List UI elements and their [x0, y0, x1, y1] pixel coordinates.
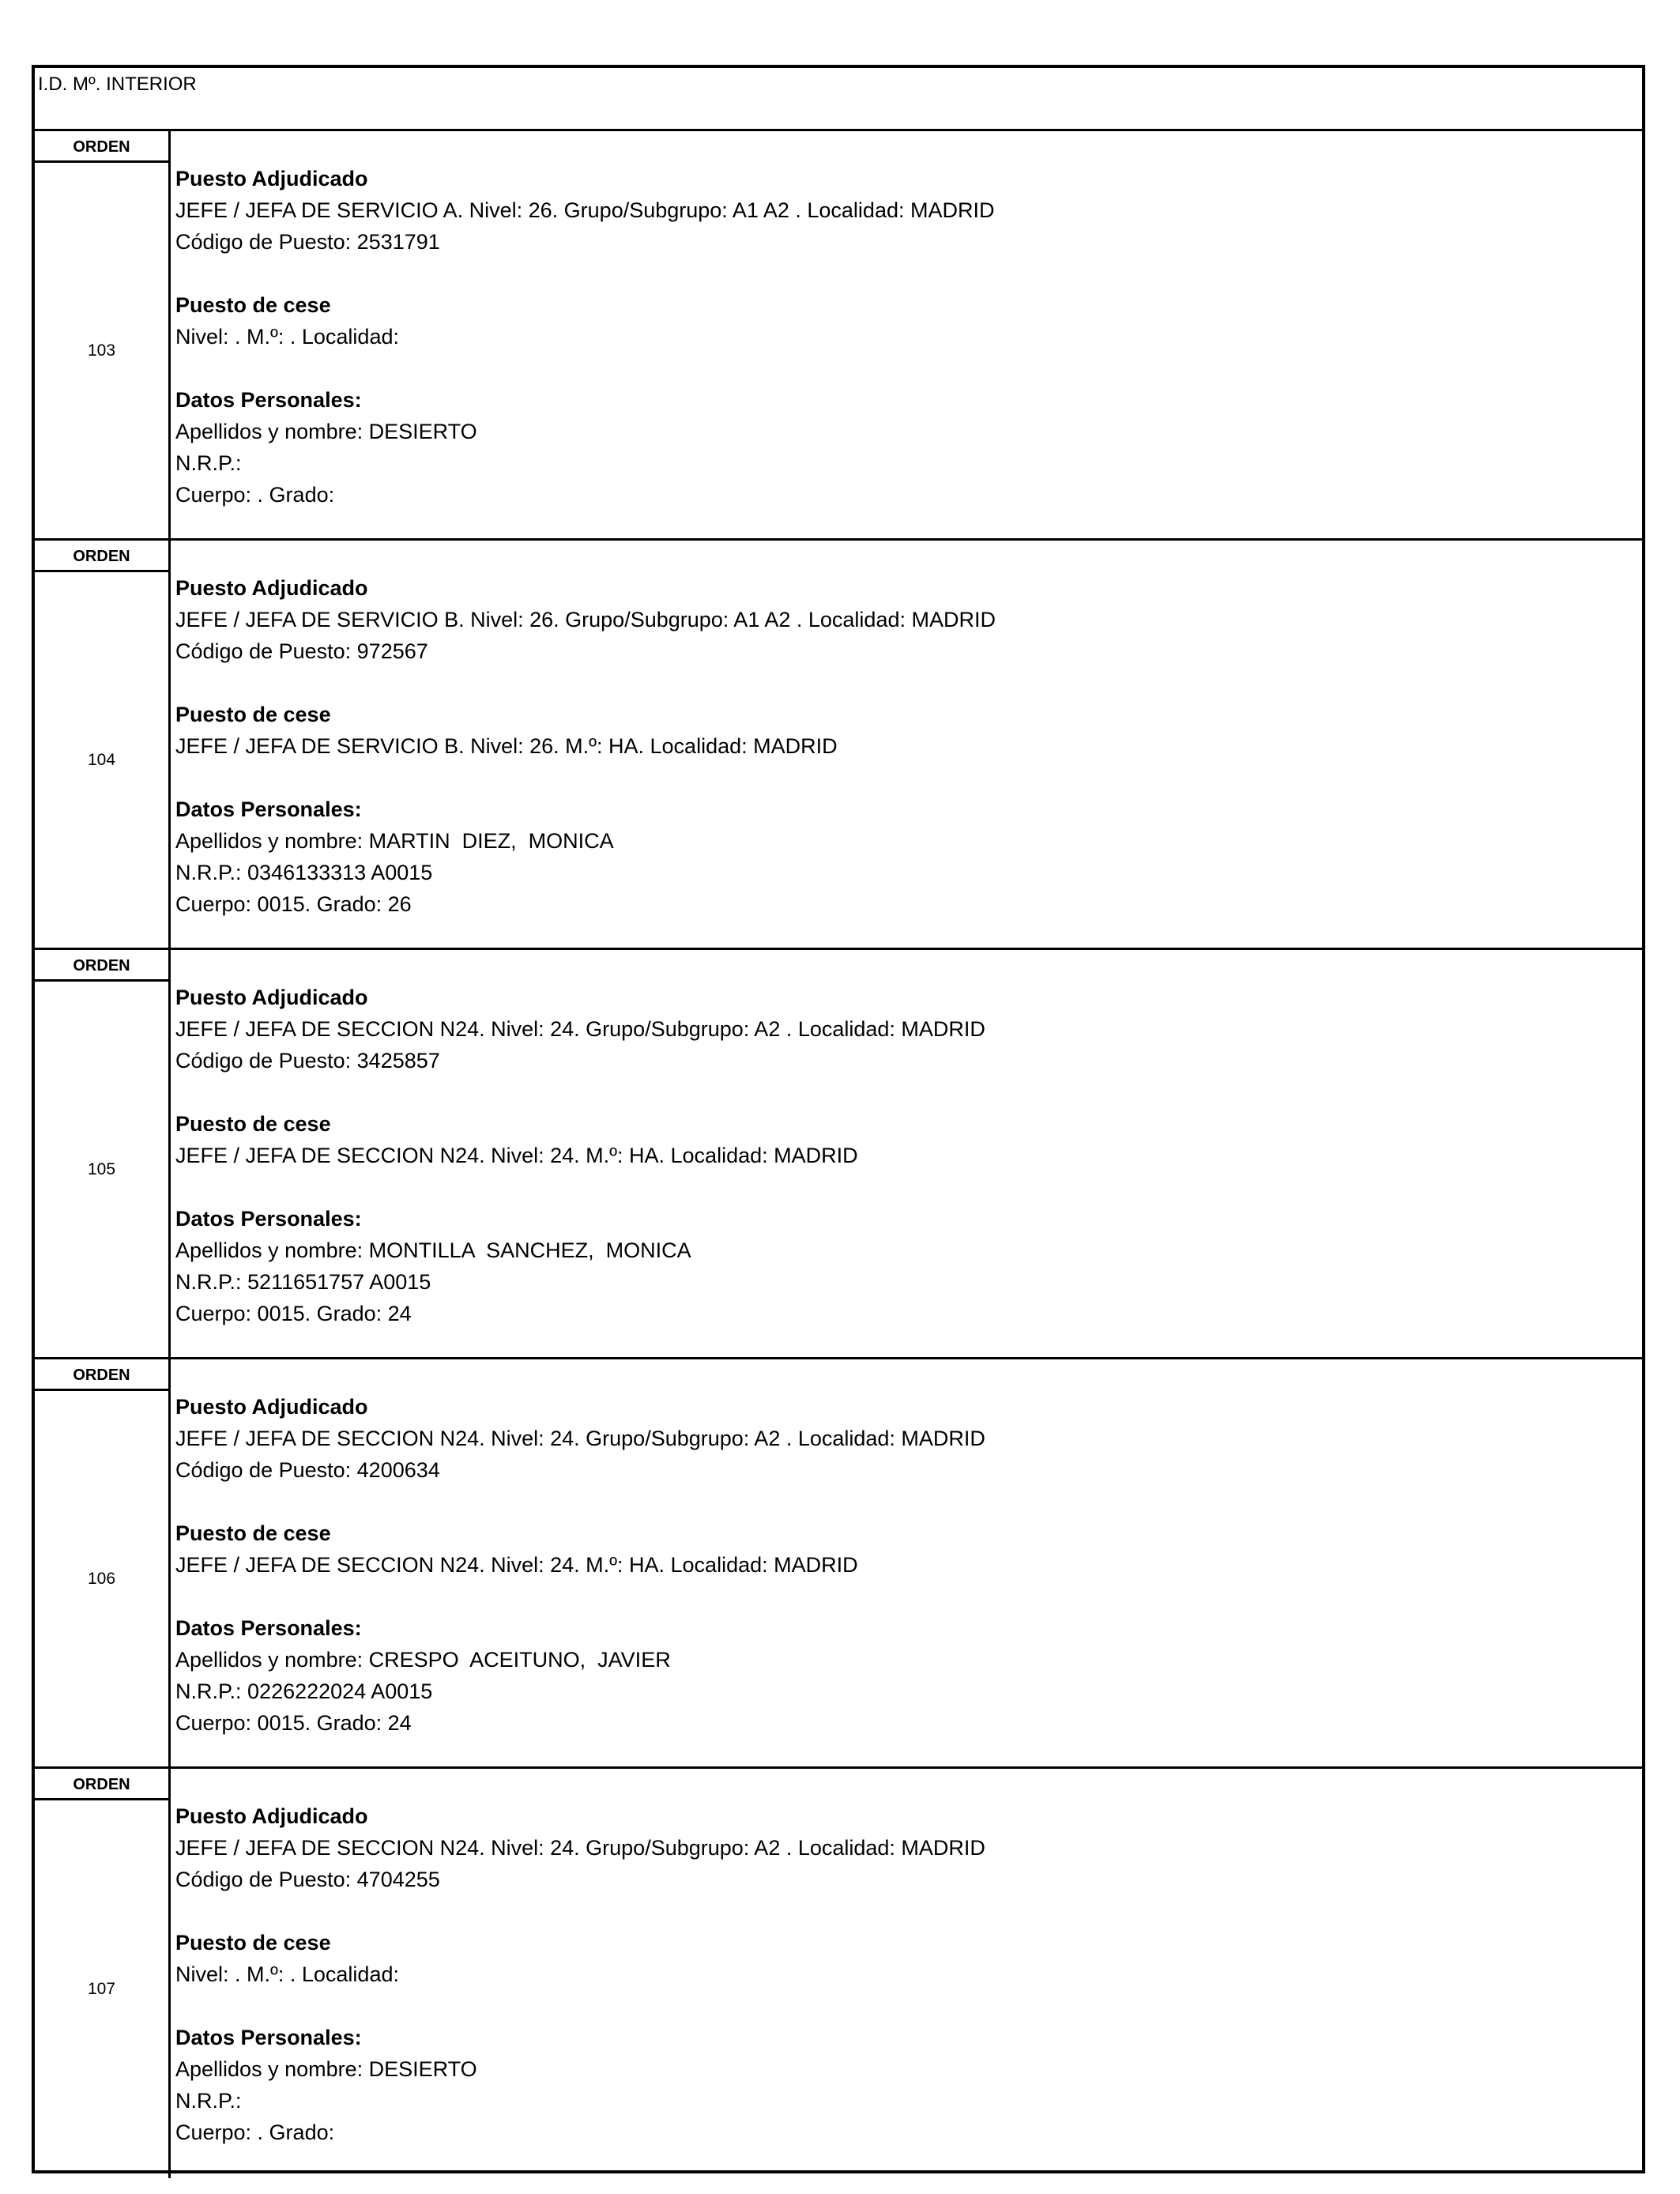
record-content — [175, 982, 1634, 1329]
puesto-cese-heading: Puesto de cese — [175, 703, 331, 726]
puesto-cese-heading: Puesto de cese — [175, 293, 331, 317]
cese-description: JEFE / JEFA DE SECCION N24. Nivel: 24. M.º: HA. Localidad: MADRID — [175, 1553, 858, 1577]
adjudicado-description: JEFE / JEFA DE SERVICIO B. Nivel: 26. Grupo/Subgrupo: A1 A2 . Localidad: MADRID — [175, 608, 996, 631]
codigo-puesto: Código de Puesto: 4704255 — [175, 1868, 440, 1891]
puesto-adjudicado-heading: Puesto Adjudicado — [175, 1804, 368, 1828]
record-103 — [35, 131, 1642, 541]
nrp: N.R.P.: 0226222024 A0015 — [175, 1679, 433, 1703]
codigo-puesto: Código de Puesto: 3425857 — [175, 1049, 440, 1072]
puesto-cese-heading: Puesto de cese — [175, 1112, 331, 1136]
orden-label: ORDEN — [35, 1359, 168, 1391]
puesto-adjudicado-heading: Puesto Adjudicado — [175, 1395, 368, 1419]
orden-label: ORDEN — [35, 131, 168, 163]
cuerpo-grado: Cuerpo: . Grado: — [175, 483, 335, 507]
record-106 — [35, 1359, 1642, 1769]
codigo-puesto: Código de Puesto: 4200634 — [175, 1458, 440, 1482]
record-107 — [35, 1769, 1642, 2178]
ministry-header: I.D. Mº. INTERIOR — [35, 68, 1642, 131]
apellidos-nombre: Apellidos y nombre: DESIERTO — [175, 420, 477, 443]
cuerpo-grado: Cuerpo: 0015. Grado: 26 — [175, 892, 412, 916]
record-104 — [35, 541, 1642, 950]
cuerpo-grado: Cuerpo: 0015. Grado: 24 — [175, 1302, 412, 1325]
orden-label: ORDEN — [35, 541, 168, 572]
orden-column — [35, 1769, 171, 2178]
datos-personales-heading: Datos Personales: — [175, 797, 362, 821]
datos-personales-heading: Datos Personales: — [175, 2026, 362, 2049]
adjudicado-description: JEFE / JEFA DE SECCION N24. Nivel: 24. Grupo/Subgrupo: A2 . Localidad: MADRID — [175, 1017, 985, 1041]
codigo-puesto: Código de Puesto: 972567 — [175, 639, 428, 663]
orden-number: 103 — [87, 341, 116, 360]
orden-number: 105 — [87, 1159, 116, 1178]
record-content — [175, 163, 1634, 511]
cuerpo-grado: Cuerpo: . Grado: — [175, 2120, 335, 2144]
apellidos-nombre: Apellidos y nombre: CRESPO ACEITUNO, JAVIER — [175, 1648, 671, 1672]
orden-number: 107 — [87, 1980, 116, 1998]
orden-column — [35, 541, 171, 948]
document-table — [32, 65, 1645, 2173]
codigo-puesto: Código de Puesto: 2531791 — [175, 230, 440, 254]
adjudicado-description: JEFE / JEFA DE SERVICIO A. Nivel: 26. Grupo/Subgrupo: A1 A2 . Localidad: MADRID — [175, 198, 995, 222]
orden-number: 106 — [87, 1569, 116, 1588]
apellidos-nombre: Apellidos y nombre: MONTILLA SANCHEZ, MONICA — [175, 1238, 691, 1262]
orden-label: ORDEN — [35, 1769, 168, 1800]
cese-description: JEFE / JEFA DE SECCION N24. Nivel: 24. M.º: HA. Localidad: MADRID — [175, 1144, 858, 1167]
datos-personales-heading: Datos Personales: — [175, 1616, 362, 1640]
record-content — [175, 1391, 1634, 1739]
orden-column — [35, 950, 171, 1357]
adjudicado-description: JEFE / JEFA DE SECCION N24. Nivel: 24. Grupo/Subgrupo: A2 . Localidad: MADRID — [175, 1427, 985, 1450]
cese-description: JEFE / JEFA DE SERVICIO B. Nivel: 26. M.º: HA. Localidad: MADRID — [175, 734, 838, 758]
puesto-adjudicado-heading: Puesto Adjudicado — [175, 986, 368, 1009]
orden-column — [35, 1359, 171, 1766]
cese-description: Nivel: . M.º: . Localidad: — [175, 1962, 399, 1986]
puesto-cese-heading: Puesto de cese — [175, 1931, 331, 1955]
record-105 — [35, 950, 1642, 1359]
orden-label: ORDEN — [35, 950, 168, 982]
puesto-adjudicado-heading: Puesto Adjudicado — [175, 167, 368, 190]
datos-personales-heading: Datos Personales: — [175, 388, 362, 412]
nrp: N.R.P.: 0346133313 A0015 — [175, 861, 433, 884]
cuerpo-grado: Cuerpo: 0015. Grado: 24 — [175, 1711, 412, 1735]
record-content — [175, 572, 1634, 920]
puesto-cese-heading: Puesto de cese — [175, 1521, 331, 1545]
nrp: N.R.P.: — [175, 451, 242, 475]
puesto-adjudicado-heading: Puesto Adjudicado — [175, 576, 368, 600]
record-content — [175, 1800, 1634, 2148]
adjudicado-description: JEFE / JEFA DE SECCION N24. Nivel: 24. Grupo/Subgrupo: A2 . Localidad: MADRID — [175, 1836, 985, 1860]
datos-personales-heading: Datos Personales: — [175, 1207, 362, 1231]
apellidos-nombre: Apellidos y nombre: MARTIN DIEZ, MONICA — [175, 829, 614, 853]
cese-description: Nivel: . M.º: . Localidad: — [175, 325, 399, 349]
apellidos-nombre: Apellidos y nombre: DESIERTO — [175, 2057, 477, 2081]
orden-column — [35, 131, 171, 538]
nrp: N.R.P.: — [175, 2089, 242, 2113]
nrp: N.R.P.: 5211651757 A0015 — [175, 1270, 431, 1294]
orden-number: 104 — [87, 750, 116, 769]
